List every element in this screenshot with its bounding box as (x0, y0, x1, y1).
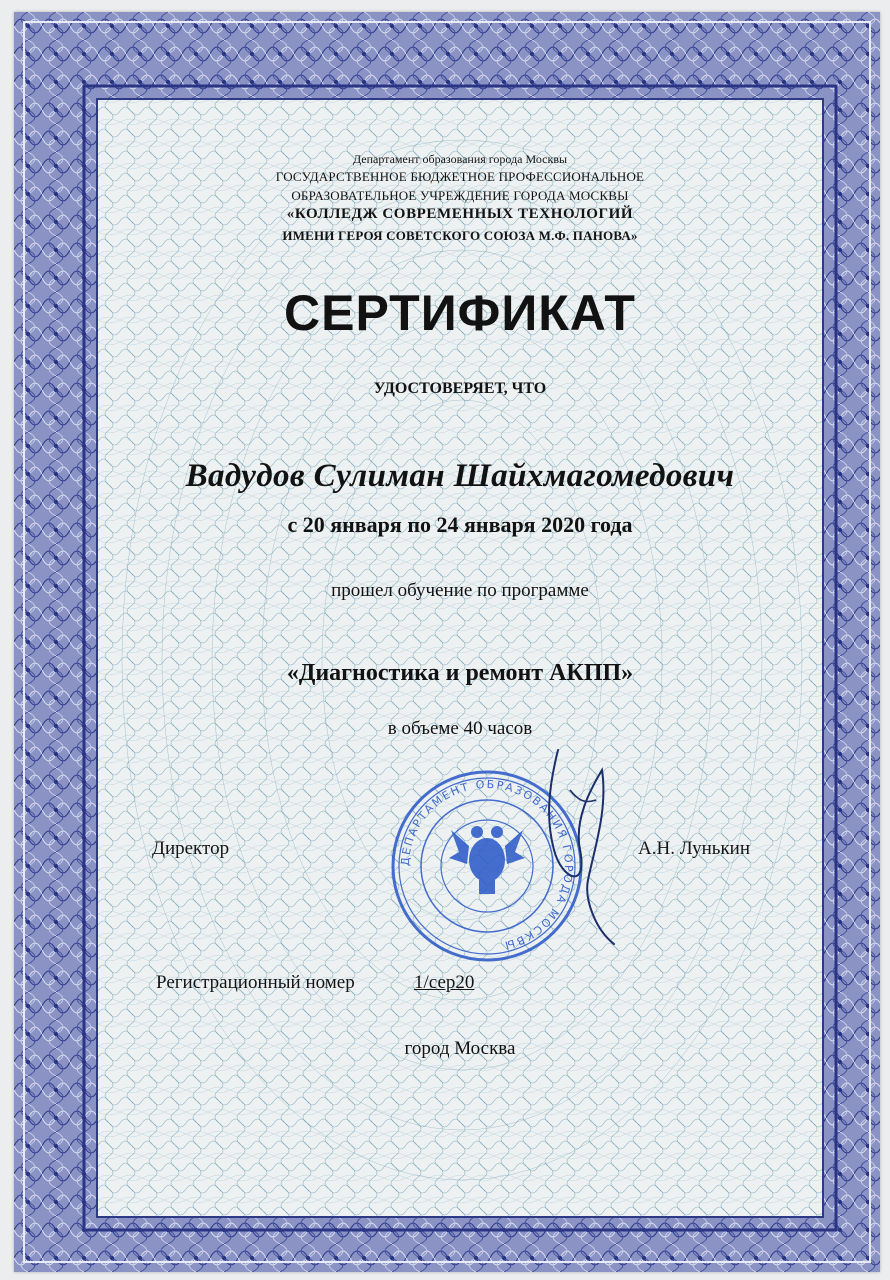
certificate-title: СЕРТИФИКАТ (284, 285, 636, 341)
registration-label: Регистрационный номер (156, 972, 355, 993)
seal-text: ДЕПАРТАМЕНТ ОБРАЗОВАНИЯ ГОРОДА МОСКВЫ (398, 777, 576, 953)
city-label: город Москва (404, 1038, 516, 1059)
certificate-sheet (14, 12, 880, 1272)
director-label: Директор (152, 838, 230, 859)
course-volume: в объеме 40 часов (387, 718, 533, 739)
header-college-name: «КОЛЛЕДЖ СОВРЕМЕННЫХ ТЕХНОЛОГИЙ (286, 206, 634, 222)
header-institution-line2: ОБРАЗОВАТЕЛЬНОЕ УЧРЕЖДЕНИЕ ГОРОДА МОСКВЫ (291, 188, 629, 203)
header-college-hero: ИМЕНИ ГЕРОЯ СОВЕТСКОГО СОЮЗА М.Ф. ПАНОВА» (282, 228, 638, 243)
program-title: «Диагностика и ремонт АКПП» (286, 660, 634, 686)
header-institution-line1: ГОСУДАРСТВЕННОЕ БЮДЖЕТНОЕ ПРОФЕССИОНАЛЬНОЕ (275, 169, 645, 184)
header-department: Департамент образования города Москвы (352, 152, 568, 166)
completed-label: прошел обучение по программе (331, 580, 589, 601)
director-name: А.Н. Лунькин (638, 838, 751, 859)
certificate-body (96, 98, 824, 1218)
registration-number: 1/сер20 (414, 972, 475, 993)
training-period: с 20 января по 24 января 2020 года (287, 512, 633, 537)
recipient-name: Вадудов Сулиман Шайхмагомедович (185, 458, 735, 494)
director-signature (518, 730, 628, 950)
certifies-label: УДОСТОВЕРЯЕТ, ЧТО (373, 380, 547, 397)
